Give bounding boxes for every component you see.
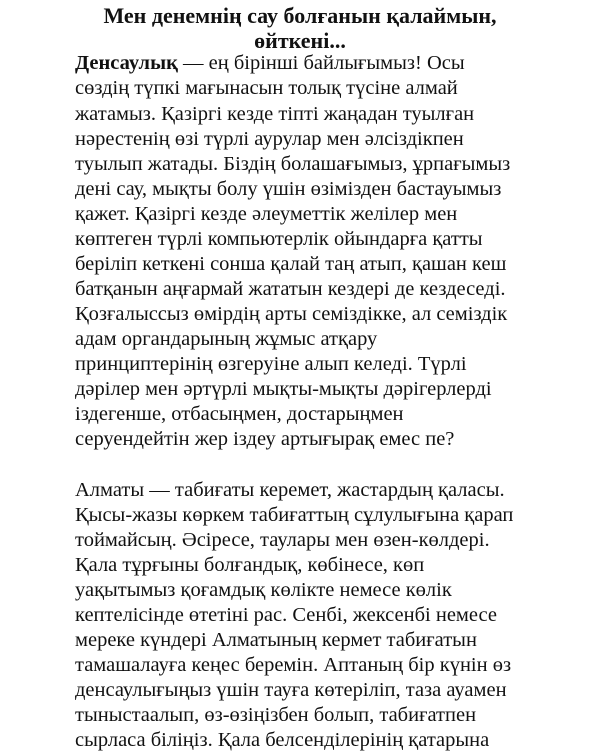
paragraph-1-line: серуендейтін жер іздеу артығырақ емес пе?: [75, 428, 455, 450]
lead-word: Денсаулық: [75, 52, 178, 74]
paragraph-1-line: көптеген түрлі компьютерлік ойындарға қатты: [75, 228, 483, 250]
paragraph-1-line: туылып жатады. Біздің болашағымыз, ұрпағымыз: [75, 153, 511, 175]
paragraph-2-line: Қысы-жазы көркем табиғаттың сұлулығына қарап: [75, 504, 514, 526]
paragraph-2-line: Алматы — табиғаты керемет, жастардың қаласы.: [75, 479, 505, 501]
paragraph-2-line: тоймайсың. Әсіресе, таулары мен өзен-көлдері.: [75, 529, 490, 551]
paragraph-1-line: сөздің түпкі мағынасын толық түсіне алмай: [75, 77, 458, 99]
paragraph-1-line: принциптерінің өзгеруіне алып келеді. Түрлі: [75, 353, 467, 375]
paragraph-1-line: нәрестенің өзі түрлі аурулар мен әлсіздікпен: [75, 128, 464, 150]
paragraph-1-line: іздегенше, отбасыңмен, достарыңмен: [75, 403, 404, 425]
paragraph-2-line: тамашалауға кеңес беремін. Аптаның бір күнін өз: [75, 654, 512, 676]
paragraph-1-line: жатамыз. Қазіргі кезде тіпті жаңадан туылған: [75, 103, 475, 125]
paragraph-1-line-text: — ең бірінші байлығымыз! Осы: [177, 52, 465, 74]
paragraph-1-line: қажет. Қазіргі кезде әлеуметтік желілер мен: [75, 203, 458, 225]
paragraph-1-line: беріліп кеткені сонша қалай таң атып, қашан кеш: [75, 253, 507, 275]
title-line-1: Мен денемнің сау болғанын қалаймын,: [103, 3, 497, 28]
paragraph-1-line: батқанын аңғармай жататын кездері де кездеседі.: [75, 278, 506, 300]
paragraph-2-line: уақытымыз қоғамдық көлікте немесе көлік: [75, 579, 452, 601]
paragraph-2-line: сырласа біліңіз. Қала белсенділерінің қатарына: [75, 729, 490, 751]
paragraph-2-line: денсаулығыңыз үшін тауға көтеріліп, таза ауамен: [75, 679, 507, 701]
paragraph-2-line: кептелісінде өтетіні рас. Сенбі, жексенбі немесе: [75, 604, 497, 626]
title-line-2: өйткені...: [254, 28, 346, 53]
paragraph-1-line: дәрілер мен әртүрлі мықты-мықты дәрігерлерді: [75, 378, 492, 400]
paragraph-1-line: дені сау, мықты болу үшін өзімізден бастауымыз: [75, 178, 502, 200]
paragraph-1-line: [75, 51, 465, 75]
paragraph-2-line: тыныстаалып, өз-өзіңізбен болып, табиғатпен: [75, 704, 477, 726]
paragraph-2-line: Қала тұрғыны болғандық, көбінесе, көп: [75, 554, 425, 576]
paragraph-2-line: мереке күндері Алматының кермет табиғатын: [75, 629, 477, 651]
paragraph-1-line: Қозғалыссыз өмірдің арты семіздікке, ал семіздік: [75, 303, 508, 325]
paragraph-1-line: адам органдарының жұмыс атқару: [75, 328, 378, 350]
